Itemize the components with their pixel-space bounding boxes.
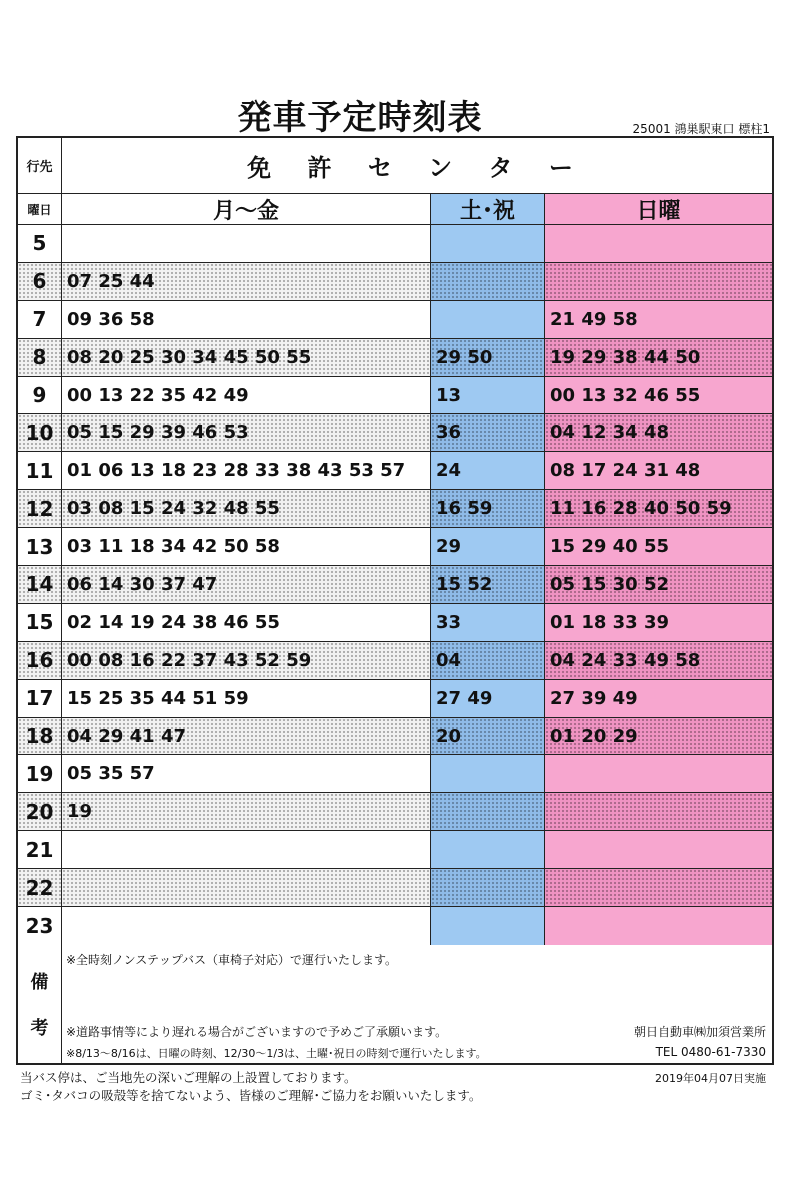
hour-cell: 10	[18, 414, 62, 451]
hour-row	[18, 339, 772, 377]
sunday-times: 04 12 34 48	[545, 414, 772, 451]
hour-row	[18, 755, 772, 793]
weekday-times	[62, 907, 431, 945]
hour-row	[18, 490, 772, 528]
sunday-times: 21 49 58	[545, 301, 772, 338]
hour-row	[18, 680, 772, 718]
saturday-times: 15 52	[431, 566, 545, 603]
saturday-times	[431, 263, 545, 300]
hour-cell: 13	[18, 528, 62, 565]
hour-cell: 8	[18, 339, 62, 376]
notes-label-1: 備	[30, 971, 49, 993]
hour-cell: 11	[18, 452, 62, 489]
weekday-times: 07 25 44	[62, 263, 431, 300]
sunday-times: 04 24 33 49 58	[545, 642, 772, 679]
saturday-times: 27 49	[431, 680, 545, 717]
sunday-times	[545, 831, 772, 868]
weekday-times	[62, 869, 431, 906]
weekday-times: 03 11 18 34 42 50 58	[62, 528, 431, 565]
weekday-times	[62, 225, 431, 262]
page-title: 発車予定時刻表	[237, 98, 483, 138]
hour-row	[18, 718, 772, 756]
hour-row	[18, 377, 772, 415]
weekday-times: 00 08 16 22 37 43 52 59	[62, 642, 431, 679]
hour-cell: 18	[18, 718, 62, 755]
notes-row	[18, 945, 772, 1063]
sunday-times: 01 18 33 39	[545, 604, 772, 641]
sunday-times	[545, 263, 772, 300]
saturday-times	[431, 755, 545, 792]
weekday-times: 03 08 15 24 32 48 55	[62, 490, 431, 527]
sunday-times: 00 13 32 46 55	[545, 377, 772, 414]
saturday-times: 29 50	[431, 339, 545, 376]
sunday-times: 19 29 38 44 50	[545, 339, 772, 376]
saturday-times: 29	[431, 528, 545, 565]
weekday-times: 01 06 13 18 23 28 33 38 43 53 57	[62, 452, 431, 489]
day-label: 曜日	[18, 194, 62, 224]
footer-line-2: ゴミ･タバコの吸殻等を捨てないよう、皆様のご理解･ご協力をお願いいたします。	[20, 1088, 482, 1103]
weekday-times: 06 14 30 37 47	[62, 566, 431, 603]
sunday-times	[545, 225, 772, 262]
weekday-header: 月～金	[62, 194, 431, 224]
saturday-times	[431, 793, 545, 830]
destination-label: 行先	[18, 138, 62, 193]
sunday-times: 01 20 29	[545, 718, 772, 755]
operator-name: 朝日自動車㈱加須営業所	[633, 1024, 766, 1039]
sunday-times	[545, 755, 772, 792]
hour-row	[18, 301, 772, 339]
hour-cell: 5	[18, 225, 62, 262]
destination-name: 免 許 セ ン タ ー	[247, 154, 587, 182]
hour-cell: 17	[18, 680, 62, 717]
timetable	[16, 136, 774, 1065]
destination-row	[18, 138, 772, 194]
saturday-times: 36	[431, 414, 545, 451]
sunday-times: 05 15 30 52	[545, 566, 772, 603]
weekday-times: 15 25 35 44 51 59	[62, 680, 431, 717]
saturday-header: 土･祝	[431, 194, 545, 224]
hour-cell: 22	[18, 869, 62, 906]
weekday-times	[62, 831, 431, 868]
hour-row	[18, 566, 772, 604]
hour-cell: 23	[18, 907, 62, 945]
notes-label	[18, 945, 62, 1063]
hour-row	[18, 831, 772, 869]
day-header-row	[18, 194, 772, 225]
saturday-times: 13	[431, 377, 545, 414]
note-nonstep: ※全時刻ノンステップバス（車椅子対応）で運行いたします。	[66, 952, 398, 967]
weekday-times: 05 15 29 39 46 53	[62, 414, 431, 451]
sunday-header: 日曜	[545, 194, 772, 224]
weekday-times: 08 20 25 30 34 45 50 55	[62, 339, 431, 376]
weekday-times: 09 36 58	[62, 301, 431, 338]
hour-cell: 14	[18, 566, 62, 603]
hour-row	[18, 907, 772, 945]
operator-tel: TEL 0480-61-7330	[655, 1044, 766, 1059]
hour-row	[18, 414, 772, 452]
hour-row	[18, 528, 772, 566]
saturday-times: 04	[431, 642, 545, 679]
hour-row	[18, 225, 772, 263]
hour-cell: 7	[18, 301, 62, 338]
hour-row	[18, 793, 772, 831]
hour-row	[18, 869, 772, 907]
note-delay: ※道路事情等により遅れる場合がございますので予めご了承願います。	[66, 1024, 448, 1039]
stop-id: 25001 鴻巣駅東口 標柱1	[632, 122, 770, 136]
hour-cell: 9	[18, 377, 62, 414]
sunday-times: 15 29 40 55	[545, 528, 772, 565]
sunday-times: 27 39 49	[545, 680, 772, 717]
sunday-times	[545, 793, 772, 830]
hour-row	[18, 604, 772, 642]
sunday-times	[545, 869, 772, 906]
hour-row	[18, 452, 772, 490]
note-holiday-schedule: ※8/13～8/16は、日曜の時刻、12/30～1/3は、土曜･祝日の時刻で運行いたします。	[66, 1046, 487, 1060]
hour-cell: 20	[18, 793, 62, 830]
effective-date: 2019年04月07日実施	[655, 1072, 766, 1085]
sunday-times: 08 17 24 31 48	[545, 452, 772, 489]
weekday-times: 19	[62, 793, 431, 830]
hour-row	[18, 263, 772, 301]
notes-content	[62, 945, 772, 1063]
hour-cell: 16	[18, 642, 62, 679]
saturday-times	[431, 907, 545, 945]
saturday-times: 24	[431, 452, 545, 489]
hour-cell: 19	[18, 755, 62, 792]
hour-cell: 21	[18, 831, 62, 868]
saturday-times	[431, 831, 545, 868]
footer-line-1: 当バス停は、ご当地先の深いご理解の上設置しております。	[20, 1070, 357, 1085]
saturday-times	[431, 301, 545, 338]
hour-cell: 6	[18, 263, 62, 300]
hour-cell: 12	[18, 490, 62, 527]
sunday-times	[545, 907, 772, 945]
hour-rows	[18, 225, 772, 945]
weekday-times: 02 14 19 24 38 46 55	[62, 604, 431, 641]
sunday-times: 11 16 28 40 50 59	[545, 490, 772, 527]
weekday-times: 05 35 57	[62, 755, 431, 792]
weekday-times: 04 29 41 47	[62, 718, 431, 755]
saturday-times: 33	[431, 604, 545, 641]
saturday-times: 16 59	[431, 490, 545, 527]
hour-row	[18, 642, 772, 680]
notes-label-2: 考	[30, 1017, 49, 1039]
saturday-times	[431, 869, 545, 906]
saturday-times	[431, 225, 545, 262]
hour-cell: 15	[18, 604, 62, 641]
weekday-times: 00 13 22 35 42 49	[62, 377, 431, 414]
saturday-times: 20	[431, 718, 545, 755]
